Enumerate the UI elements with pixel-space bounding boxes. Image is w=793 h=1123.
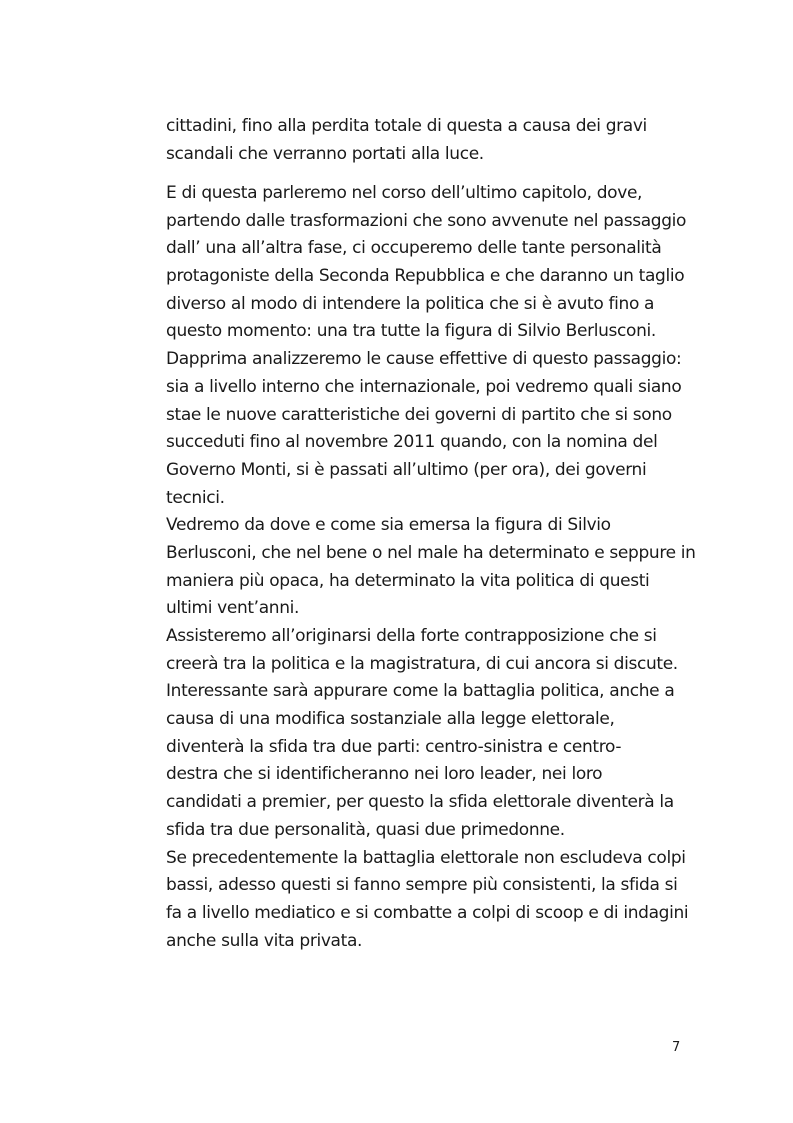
text-line: creerà tra la politica e la magistratura, di cui ancora si discute. <box>166 653 678 674</box>
text-line: destra che si identificheranno nei loro leader, nei loro <box>166 764 603 785</box>
text-line: stae le nuove caratteristiche dei governi di partito che si sono <box>166 404 672 425</box>
text-line: scandali che verranno portati alla luce. <box>166 143 484 164</box>
text-line: bassi, adesso questi si fanno sempre più consistenti, la sfida si <box>166 875 678 896</box>
text-line: Se precedentemente la battaglia elettorale non escludeva colpi <box>166 847 686 868</box>
paragraph-1 <box>166 113 686 168</box>
text-line: E di questa parleremo nel corso dell’ultimo capitolo, dove, <box>166 183 643 203</box>
text-line: Dapprima analizzeremo le cause effettive di questo passaggio: <box>166 349 682 370</box>
text-line: causa di una modifica sostanziale alla legge elettorale, <box>166 709 615 730</box>
text-line: fa a livello mediatico e si combatte a colpi di scoop e di indagini <box>166 902 689 923</box>
text-line: partendo dalle trasformazioni che sono avvenute nel passaggio <box>166 210 687 231</box>
text-line: tecnici. <box>166 487 225 508</box>
text-line: Assisteremo all’originarsi della forte contrapposizione che si <box>166 626 657 646</box>
text-line: Interessante sarà appurare come la battaglia politica, anche a <box>166 681 675 702</box>
text-line: diventerà la sfida tra due parti: centro-sinistra e centro- <box>166 736 622 757</box>
text-line: dall’ una all’altra fase, ci occuperemo delle tante personalità <box>166 238 662 259</box>
text-line: Berlusconi, che nel bene o nel male ha determinato e seppure in <box>166 542 696 563</box>
text-line: protagoniste della Seconda Repubblica e che daranno un taglio <box>166 266 685 287</box>
page-number: 7 <box>672 1040 681 1055</box>
text-line: ultimi vent’anni. <box>166 598 300 619</box>
text-line: anche sulla vita privata. <box>166 930 363 951</box>
text-line: maniera più opaca, ha determinato la vita politica di questi <box>166 570 650 591</box>
text-line: sia a livello interno che internazionale, poi vedremo quali siano <box>166 376 682 397</box>
text-line: Vedremo da dove e come sia emersa la figura di Silvio <box>166 515 611 536</box>
text-line: succeduti fino al novembre 2011 quando, con la nomina del <box>166 432 658 453</box>
text-line: cittadini, fino alla perdita totale di questa a causa dei gravi <box>166 116 647 136</box>
text-line: diverso al modo di intendere la politica che si è avuto fino a <box>166 293 655 314</box>
text-line: Governo Monti, si è passati all’ultimo (per ora), dei governi <box>166 459 647 480</box>
paragraph-2 <box>166 180 696 955</box>
text-line: questo momento: una tra tutte la figura di Silvio Berlusconi. <box>166 321 656 342</box>
text-line: sfida tra due personalità, quasi due primedonne. <box>166 819 565 840</box>
text-line: candidati a premier, per questo la sfida elettorale diventerà la <box>166 792 674 813</box>
